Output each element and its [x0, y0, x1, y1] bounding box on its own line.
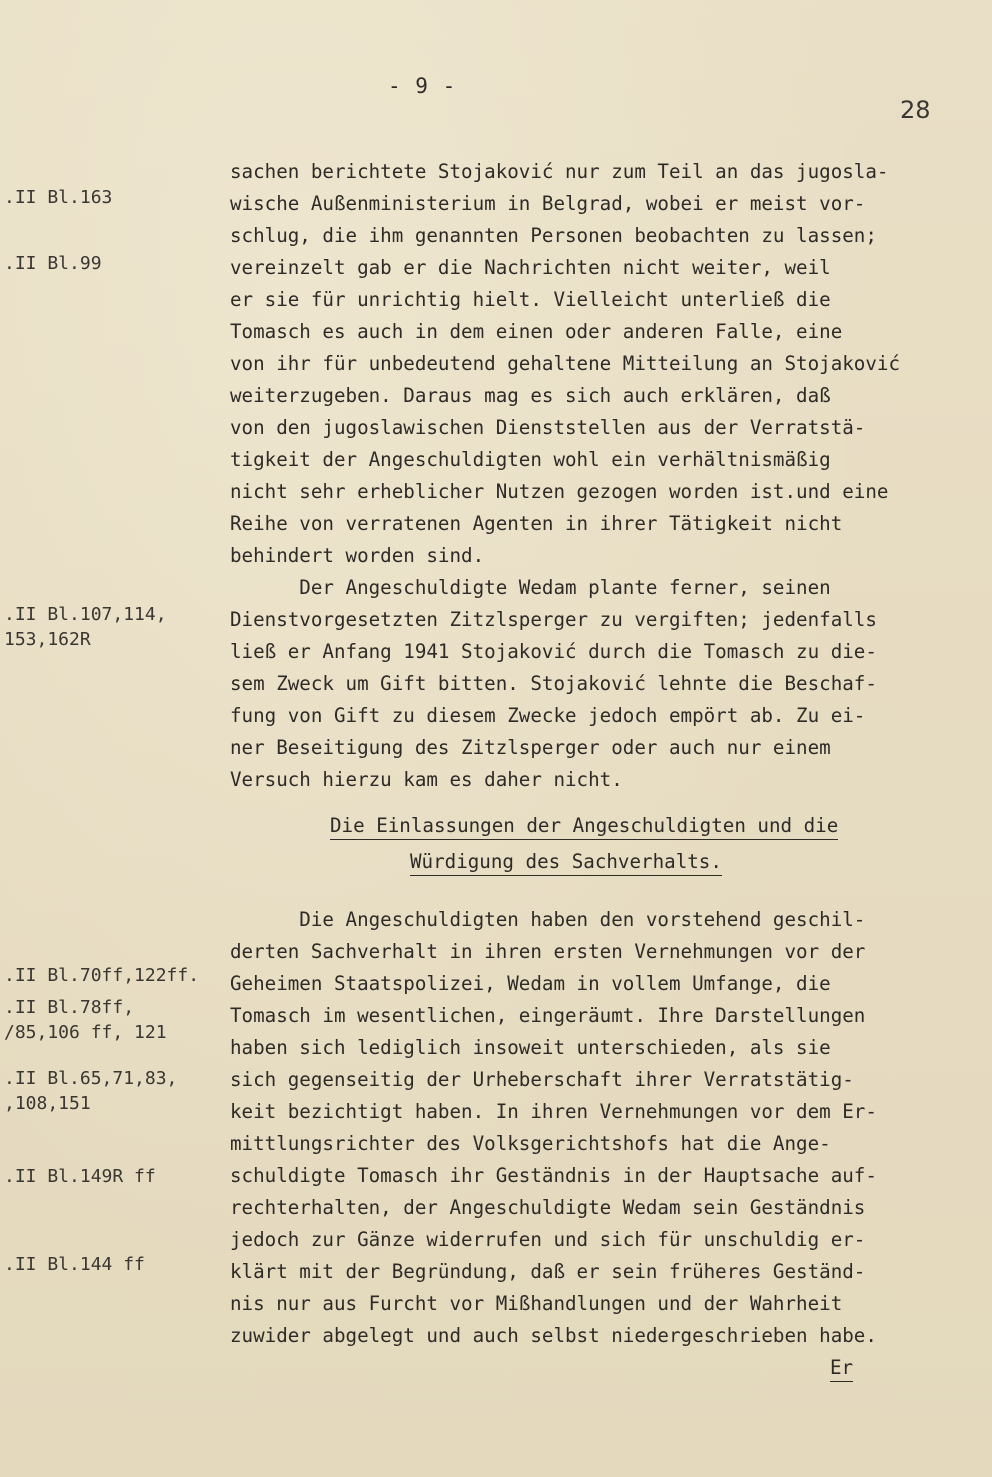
text-line: fung von Gift zu diesem Zwecke jedoch empört ab. Zu ei-: [230, 704, 866, 727]
text-line: sich gegenseitig der Urheberschaft ihrer Verratstätig-: [230, 1068, 854, 1091]
text-line: Reihe von verratenen Agenten in ihrer Tätigkeit nicht: [230, 512, 843, 535]
text-line: sachen berichtete Stojaković nur zum Teil an das jugosla-: [230, 160, 889, 183]
section-heading: [230, 810, 970, 842]
margin-note: .II Bl.163: [4, 187, 113, 208]
section-heading-line-1: Die Einlassungen der Angeschuldigten und die: [330, 814, 838, 840]
text-line: tigkeit der Angeschuldigten wohl ein verhältnismäßig: [230, 448, 831, 471]
text-line: weiterzugeben. Daraus mag es sich auch erklären, daß: [230, 384, 831, 407]
text-line: nicht sehr erheblicher Nutzen gezogen worden ist.und eine: [230, 480, 889, 503]
text-line: zuwider abgelegt und auch selbst niedergeschrieben habe.: [230, 1324, 877, 1347]
text-line: Versuch hierzu kam es daher nicht.: [230, 768, 623, 791]
text-line: Geheimen Staatspolizei, Wedam in vollem Umfange, die: [230, 972, 831, 995]
margin-note: .II Bl.144 ff: [4, 1254, 145, 1275]
text-line: von den jugoslawischen Dienststellen aus der Verratstä-: [230, 416, 866, 439]
section-heading-line-2: Würdigung des Sachverhalts.: [410, 850, 722, 876]
text-line: behindert worden sind.: [230, 544, 485, 567]
catchword: [230, 1352, 970, 1384]
text-line: schuldigte Tomasch ihr Geständnis in der Hauptsache auf-: [230, 1164, 877, 1187]
text-line: mittlungsrichter des Volksgerichtshofs hat die Ange-: [230, 1132, 831, 1155]
margin-note: .II Bl.149R ff: [4, 1166, 156, 1187]
paragraph-3: [230, 904, 970, 1352]
body-text: [230, 156, 970, 1384]
text-line: Die Angeschuldigten haben den vorstehend geschil-: [230, 908, 866, 931]
margin-note: .II Bl.78ff, /85,106 ff, 121: [4, 997, 167, 1043]
paragraph-1: [230, 156, 970, 572]
text-line: derten Sachverhalt in ihren ersten Vernehmungen vor der: [230, 940, 866, 963]
text-line: jedoch zur Gänze widerrufen und sich für unschuldig er-: [230, 1228, 866, 1251]
text-line: haben sich lediglich insoweit unterschieden, als sie: [230, 1036, 831, 1059]
text-line: klärt mit der Begründung, daß er sein früheres Geständ-: [230, 1260, 866, 1283]
section-heading: [230, 846, 970, 878]
text-line: sem Zweck um Gift bitten. Stojaković lehnte die Beschaf-: [230, 672, 877, 695]
margin-note: .II Bl.99: [4, 253, 102, 274]
margin-note: .II Bl.65,71,83, ,108,151: [4, 1068, 178, 1114]
text-line: er sie für unrichtig hielt. Vielleicht unterließ die: [230, 288, 831, 311]
text-line: ner Beseitigung des Zitzlsperger oder auch nur einem: [230, 736, 831, 759]
text-line: Der Angeschuldigte Wedam plante ferner, seinen: [230, 576, 831, 599]
text-line: rechterhalten, der Angeschuldigte Wedam sein Geständnis: [230, 1196, 866, 1219]
text-line: keit bezichtigt haben. In ihren Vernehmungen vor dem Er-: [230, 1100, 877, 1123]
text-line: Tomasch es auch in dem einen oder anderen Falle, eine: [230, 320, 843, 343]
text-line: Dienstvorgesetzten Zitzlsperger zu vergiften; jedenfalls: [230, 608, 877, 631]
text-line: vereinzelt gab er die Nachrichten nicht weiter, weil: [230, 256, 831, 279]
text-line: wische Außenministerium in Belgrad, wobei er meist vor-: [230, 192, 866, 215]
text-line: nis nur aus Furcht vor Mißhandlungen und der Wahrheit: [230, 1292, 843, 1315]
page-number: - 9 -: [388, 74, 457, 98]
text-line: schlug, die ihm genannten Personen beobachten zu lassen;: [230, 224, 877, 247]
text-line: von ihr für unbedeutend gehaltene Mitteilung an Stojaković: [230, 352, 901, 375]
catchword-text: Er: [830, 1356, 853, 1382]
text-line: ließ er Anfang 1941 Stojaković durch die Tomasch zu die-: [230, 640, 877, 663]
margin-note: .II Bl.107,114, 153,162R: [4, 604, 167, 650]
margin-note: .II Bl.70ff,122ff.: [4, 965, 200, 986]
paragraph-2: [230, 572, 970, 796]
folio-number: 28: [900, 96, 931, 124]
text-line: Tomasch im wesentlichen, eingeräumt. Ihre Darstellungen: [230, 1004, 866, 1027]
